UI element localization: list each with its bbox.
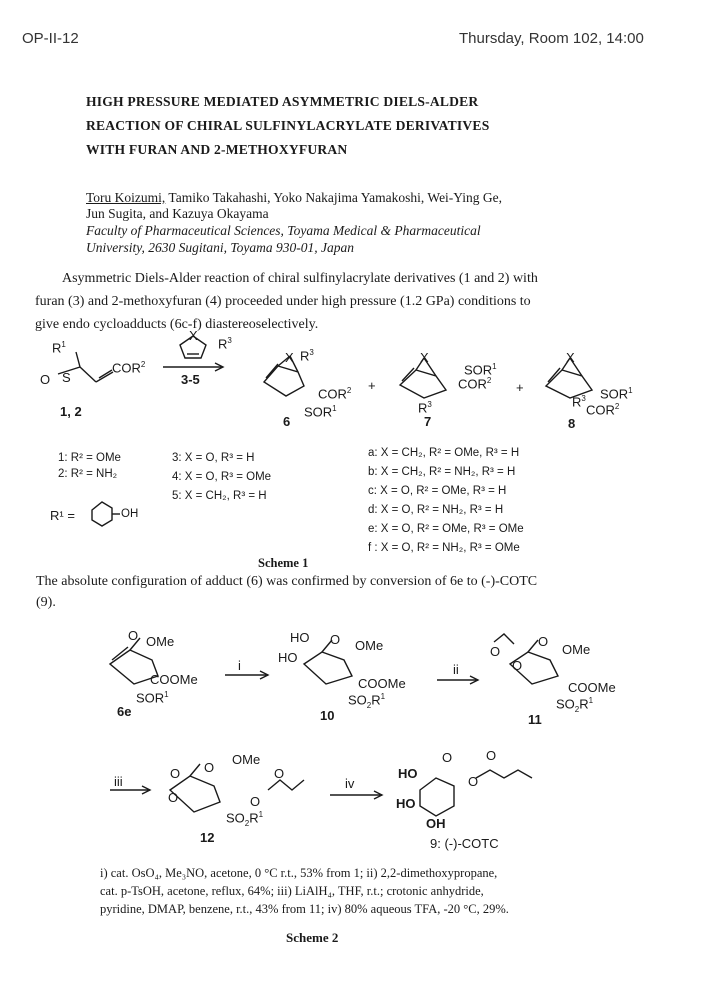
s1-list-right-a: a: X = CH₂, R² = OMe, R³ = H xyxy=(368,447,520,459)
affiliation-line-1: Faculty of Pharmaceutical Sciences, Toyama Medical & Pharmaceutical xyxy=(86,223,481,238)
s1-list-left-1: 1: R² = OMe xyxy=(58,452,121,464)
s1-diene-r3: $R^3$ xyxy=(218,336,232,352)
s2-9-ketone-o: O xyxy=(442,750,453,765)
r3-text: R xyxy=(300,348,310,364)
r3-text: R xyxy=(218,336,228,352)
s2-label-10: 10 xyxy=(320,708,335,723)
s1-cmpd-6: 6 xyxy=(283,414,291,429)
s2-9-oh: OH xyxy=(426,816,446,831)
s2-11-o-ring: O xyxy=(538,634,549,649)
s2-label-12: 12 xyxy=(200,830,215,845)
s2-9-carbonyl-o: O xyxy=(486,748,497,763)
s1-list-right-d: d: X = O, R² = NH₂, R³ = H xyxy=(368,504,504,516)
presenter-name: Toru Koizumi, xyxy=(86,190,166,205)
r3-text: R xyxy=(418,400,428,416)
s2-10-ho-bottom: HO xyxy=(278,650,298,665)
s2-10-ome: OMe xyxy=(355,638,384,653)
s2-label-9: 9: (-)-COTC xyxy=(430,836,499,851)
s2-11-coome: COOMe xyxy=(568,680,616,695)
s1-7-x: X xyxy=(420,350,429,365)
s2-9-ho-top: HO xyxy=(398,766,418,781)
s1-7-sor1: SOR$^1$ xyxy=(464,362,497,378)
s2-6e-ome: OMe xyxy=(146,634,175,649)
s2-11-so2r1: $SO_2R^1$ xyxy=(556,696,594,714)
s1-list-mid-3: 5: X = CH₂, R³ = H xyxy=(172,490,267,502)
s2-9-ho-bottom: HO xyxy=(396,796,416,811)
s2-12-ome: OMe xyxy=(232,752,261,767)
cor2-text: COR xyxy=(318,386,347,402)
r1-text: R xyxy=(52,340,62,356)
s1-6-sor1: SOR$^1$ xyxy=(304,404,337,420)
s2-conditions-2: cat. p-TsOH, acetone, reflux, 64%; iii) LiAlH₄, THF, r.t.; crotonic anhydride, xyxy=(100,884,484,898)
s2-12-carbonyl-o: O xyxy=(274,766,285,781)
s2-step-i: i xyxy=(238,658,241,673)
s2-10-coome: COOMe xyxy=(358,676,406,691)
s2-step-iii: iii xyxy=(114,774,123,789)
s1-6-cor2: COR$^2$ xyxy=(318,386,352,402)
session-info: Thursday, Room 102, 14:00 xyxy=(459,30,644,47)
s1-6-r3: $R^3$ xyxy=(300,348,314,364)
s2-12-o-left: O xyxy=(170,766,181,781)
s1-8-sor1: SOR$^1$ xyxy=(600,386,633,402)
s1-8-x: X xyxy=(566,350,575,365)
s1-cmpd-8: 8 xyxy=(568,416,576,431)
coauthors: Tamiko Takahashi, Yoko Nakajima Yamakoshi, Wei-Ying Ge, xyxy=(165,190,503,205)
s1-diene-x: X xyxy=(189,328,198,343)
s1-list-mid-2: 4: X = O, R³ = OMe xyxy=(172,471,272,483)
cor2-text: COR xyxy=(112,360,141,376)
s1-r1-def: R¹ = xyxy=(50,508,75,523)
so2r1-text: SO xyxy=(556,696,575,712)
s1-7-r3: $R^3$ xyxy=(418,400,432,416)
s1-list-right-b: b: X = CH₂, R² = NH₂, R³ = H xyxy=(368,466,516,478)
s1-r1-label: $R^1$ xyxy=(52,340,66,356)
scheme1-caption: Scheme 1 xyxy=(258,556,309,570)
s2-step-iv: iv xyxy=(345,776,355,791)
s1-cor2: COR$^2$ xyxy=(112,360,146,376)
s2-label-6e: 6e xyxy=(117,704,132,719)
affiliation-line-2: University, 2630 Sugitani, Toyama 930-01, Japan xyxy=(86,240,354,255)
para2-line-1: The absolute configuration of adduct (6) was confirmed by conversion of 6e to (-)-COTC xyxy=(36,574,538,589)
so2r1-text: SO xyxy=(348,692,367,708)
para2-line-2: (9). xyxy=(36,595,56,610)
title-line-3: WITH FURAN AND 2-METHOXYFURAN xyxy=(86,142,348,157)
sor-text: SOR xyxy=(304,404,333,420)
s2-6e-o: O xyxy=(128,628,139,643)
s1-list-left-2: 2: R² = NH₂ xyxy=(58,468,118,480)
s2-10-ho-top: HO xyxy=(290,630,310,645)
s2-conditions-1: i) cat. OsO₄, Me₃NO, acetone, 0 °C r.t., 53% from 1; ii) 2,2-dimethoxypropane, xyxy=(100,866,498,880)
s2-12-ester-o: O xyxy=(250,794,261,809)
s1-8-r3: $R^3$ xyxy=(572,394,586,410)
s1-list-mid-1: 3: X = O, R³ = H xyxy=(172,452,255,464)
title-line-2: REACTION OF CHIRAL SULFINYLACRYLATE DERIVATIVES xyxy=(86,118,490,133)
s2-12-o-right: O xyxy=(168,790,179,805)
para1-line-1: Asymmetric Diels-Alder reaction of chiral sulfinylacrylate derivatives (1 and 2) with xyxy=(62,271,538,286)
s2-10-so2r1: $SO_2R^1$ xyxy=(348,692,386,710)
title-line-1: HIGH PRESSURE MEDIATED ASYMMETRIC DIELS-ALDER xyxy=(86,94,479,109)
sor-text: SOR xyxy=(464,362,493,378)
s1-r1-oh: OH xyxy=(121,508,139,520)
s1-arrow-label: 3-5 xyxy=(181,372,200,387)
s1-cmpd-7: 7 xyxy=(424,414,432,429)
authors-line-2: Jun Sugita, and Kazuya Okayama xyxy=(86,206,269,221)
para1-line-2: furan (3) and 2-methoxyfuran (4) proceeded under high pressure (1.2 GPa) conditions to xyxy=(35,294,531,309)
s1-plus-2: + xyxy=(516,380,524,395)
s1-list-right-c: c: X = O, R² = OMe, R³ = H xyxy=(368,485,507,497)
cor2-text: COR xyxy=(586,402,615,418)
r3-text: R xyxy=(572,394,582,410)
s2-step-ii: ii xyxy=(453,662,459,677)
para1-line-3: give endo cycloadducts (6c-f) diastereoselectively. xyxy=(35,317,319,332)
s2-6e-sor1: SOR$^1$ xyxy=(136,690,169,706)
so2r1-text: SO xyxy=(226,810,245,826)
sor1-text: SOR xyxy=(136,690,165,706)
s2-12-o-ring: O xyxy=(204,760,215,775)
s1-6-x: X xyxy=(285,350,294,365)
s1-cmpd-1-2: 1, 2 xyxy=(60,404,82,419)
s1-sulfur: S xyxy=(62,370,71,385)
s2-11-ome: OMe xyxy=(562,642,591,657)
s2-10-o: O xyxy=(330,632,341,647)
s2-11-o-right: O xyxy=(512,658,523,673)
scheme2-caption: Scheme 2 xyxy=(286,930,339,945)
s2-11-o-left: O xyxy=(490,644,501,659)
s1-list-right-e: e: X = O, R² = OMe, R³ = OMe xyxy=(368,523,524,535)
s2-9-ester-o: O xyxy=(468,774,479,789)
s1-7-cor2: COR$^2$ xyxy=(458,376,492,392)
session-code: OP-II-12 xyxy=(22,30,79,47)
sor-text: SOR xyxy=(600,386,629,402)
s2-conditions-3: pyridine, DMAP, benzene, r.t., 43% from 11; iv) 80% aqueous TFA, -20 °C, 29%. xyxy=(100,902,509,916)
cor2-text: COR xyxy=(458,376,487,392)
s1-list-right-f: f : X = O, R² = NH₂, R³ = OMe xyxy=(368,542,520,554)
s2-12-so2r1: $SO_2R^1$ xyxy=(226,810,264,828)
s1-plus-1: + xyxy=(368,378,376,393)
s2-6e-coome: COOMe xyxy=(150,672,198,687)
s1-8-cor2: COR$^2$ xyxy=(586,402,620,418)
s2-label-11: 11 xyxy=(528,712,542,727)
s1-sulfinyl-o: O xyxy=(40,372,51,387)
